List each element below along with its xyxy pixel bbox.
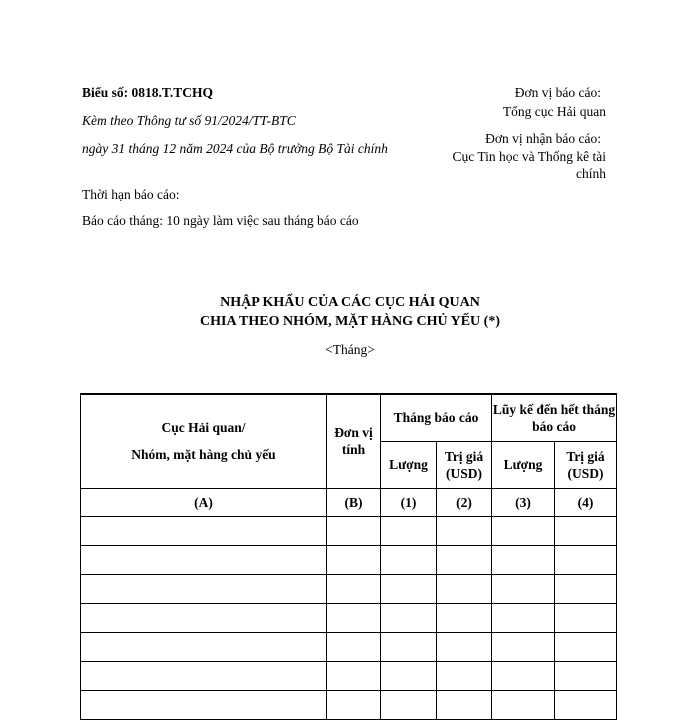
table-cell: [492, 661, 555, 690]
col-header-month-value: Trị giá (USD): [437, 441, 492, 488]
table-cell: [437, 545, 492, 574]
table-cell: [327, 574, 381, 603]
col-header-cumulative-value: Trị giá (USD): [555, 441, 617, 488]
table-cell: [492, 632, 555, 661]
deadline-label: Thời hạn báo cáo:: [82, 187, 180, 202]
reporting-unit-label: Đơn vị báo cáo:: [514, 85, 601, 100]
code-3: (3): [492, 488, 555, 516]
col-header-customs: [81, 394, 327, 488]
table-cell: [492, 574, 555, 603]
table-cell: [492, 690, 555, 719]
table-row: [81, 574, 617, 603]
table-cell: [437, 603, 492, 632]
table-cell: [81, 603, 327, 632]
table-cell: [381, 574, 437, 603]
table-cell: [327, 545, 381, 574]
table-cell: [327, 603, 381, 632]
form-code: Biểu số: 0818.T.TCHQ: [82, 85, 214, 100]
table-cell: [437, 632, 492, 661]
circular-date: ngày 31 tháng 12 năm 2024 của Bộ trưởng Bộ Tài chính: [82, 141, 388, 156]
code-a: (A): [81, 488, 327, 516]
table-cell: [381, 516, 437, 545]
table-cell: [555, 661, 617, 690]
table-cell: [381, 661, 437, 690]
table-cell: [327, 661, 381, 690]
receiving-unit: Cục Tin học và Thống kê tài chính: [452, 149, 606, 181]
table-cell: [555, 632, 617, 661]
col-header-month-qty: Lượng: [381, 441, 437, 488]
report-table: [80, 393, 617, 720]
table-row: [81, 661, 617, 690]
code-2: (2): [437, 488, 492, 516]
table-cell: [492, 516, 555, 545]
table-cell: [381, 690, 437, 719]
table-cell: [81, 661, 327, 690]
col-header-cumulative-qty: Lượng: [492, 441, 555, 488]
table-cell: [81, 690, 327, 719]
table-row: [81, 603, 617, 632]
table-cell: [492, 545, 555, 574]
table-cell: [555, 545, 617, 574]
receiving-unit-label: Đơn vị nhận báo cáo:: [485, 131, 601, 146]
col-header-customs-line1: Cục Hải quan/: [161, 420, 246, 436]
col-header-customs-line2: Nhóm, mặt hàng chủ yếu: [131, 447, 276, 463]
table-cell: [555, 574, 617, 603]
deadline-text: Báo cáo tháng: 10 ngày làm việc sau tháng báo cáo: [82, 213, 359, 228]
table-row: [81, 545, 617, 574]
code-row: [81, 488, 617, 516]
table-cell: [81, 632, 327, 661]
col-header-unit: Đơn vị tính: [327, 394, 381, 488]
table-cell: [492, 603, 555, 632]
table-row: [81, 690, 617, 719]
table-cell: [327, 690, 381, 719]
reporting-unit: Tổng cục Hải quan: [502, 104, 606, 119]
table-cell: [327, 516, 381, 545]
table-cell: [437, 516, 492, 545]
report-title-line1: NHẬP KHẨU CỦA CÁC CỤC HẢI QUAN: [220, 295, 480, 310]
table-cell: [81, 516, 327, 545]
table-cell: [381, 603, 437, 632]
table-cell: [437, 574, 492, 603]
table-cell: [437, 661, 492, 690]
code-1: (1): [381, 488, 437, 516]
col-header-cumulative: Lũy kế đến hết tháng báo cáo: [492, 394, 617, 441]
code-b: (B): [327, 488, 381, 516]
table-cell: [327, 632, 381, 661]
table-cell: [381, 632, 437, 661]
table-row: [81, 632, 617, 661]
table-cell: [81, 574, 327, 603]
col-header-month: Tháng báo cáo: [381, 394, 492, 441]
table-cell: [555, 516, 617, 545]
report-title-line2: CHIA THEO NHÓM, MẶT HÀNG CHỦ YẾU (*): [200, 314, 500, 329]
table-cell: [555, 690, 617, 719]
table-cell: [81, 545, 327, 574]
code-4: (4): [555, 488, 617, 516]
table-cell: [437, 690, 492, 719]
table-cell: [555, 603, 617, 632]
report-period: <Tháng>: [325, 342, 375, 357]
circular-reference: Kèm theo Thông tư số 91/2024/TT-BTC: [82, 113, 296, 128]
table-row: [81, 516, 617, 545]
table-cell: [381, 545, 437, 574]
